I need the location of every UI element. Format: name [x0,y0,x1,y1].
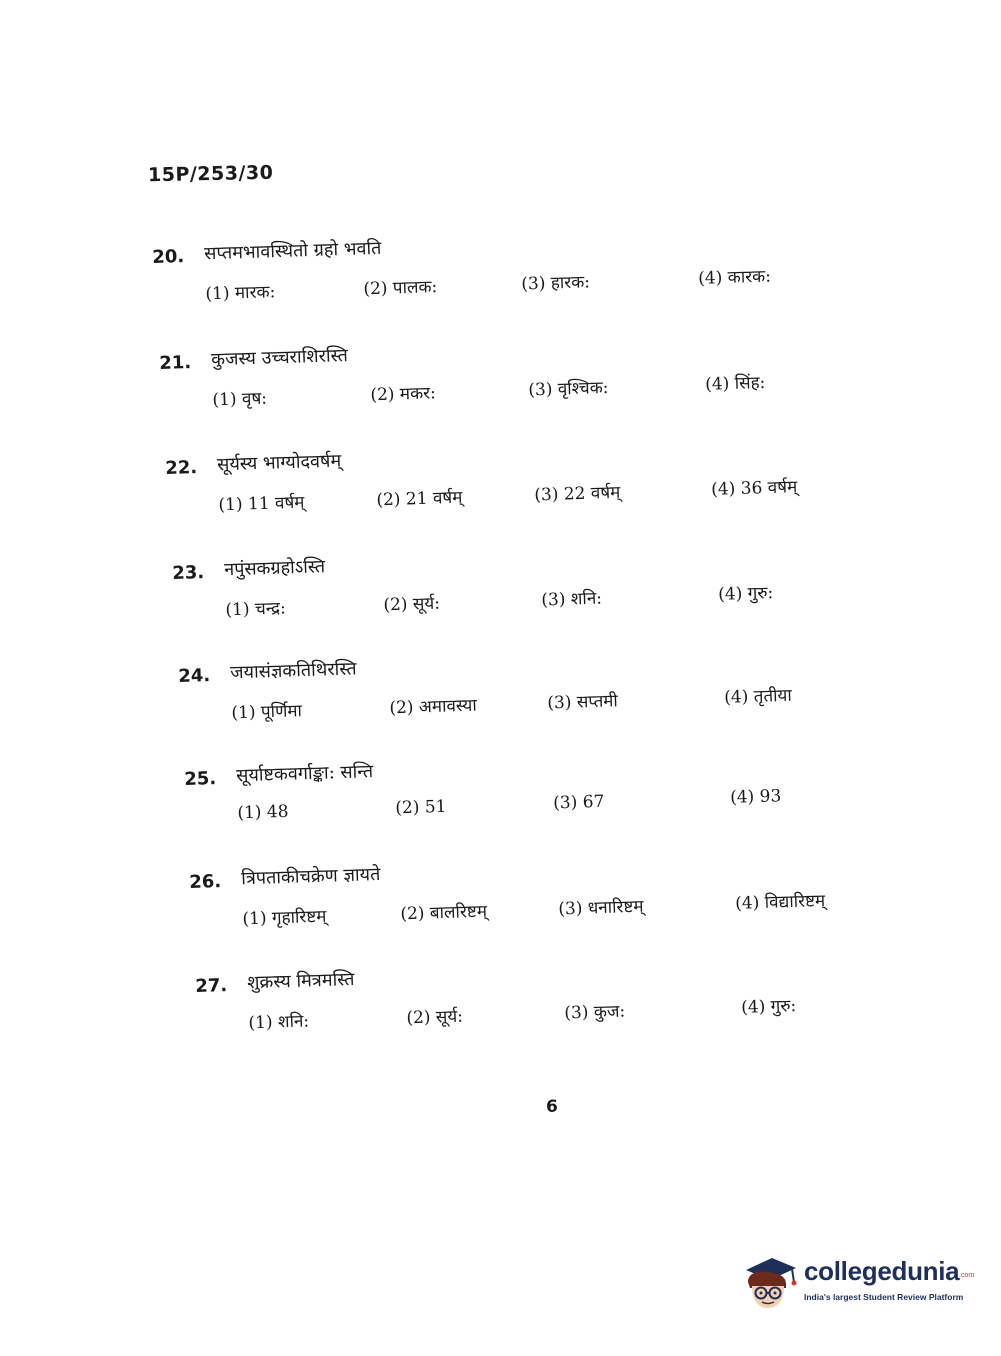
paper-code: 15P/253/30 [147,161,274,187]
option-3: (3) धनारिष्टम् [558,896,644,920]
option-2: (2) 51 [395,796,447,819]
question-number: 20. [152,245,185,268]
question-21 [159,331,861,433]
question-number: 24. [178,664,211,687]
option-4: (4) कारक: [697,266,772,289]
question-text: कुजस्य उच्चराशिरस्ति [210,345,349,371]
option-3: (3) सप्तमी [547,691,619,714]
option-1: (1) 48 [237,801,289,824]
option-1: (1) चन्द्र: [225,598,287,621]
option-2: (2) सूर्य: [406,1006,464,1029]
question-text: त्रिपताकीचक्रेण ज्ञायते [240,863,381,890]
page-number: 6 [546,1097,558,1117]
option-3: (3) हारक: [521,272,591,295]
option-2: (2) अमावस्या [389,695,478,719]
question-text: सप्तमभावस्थितो ग्रहो भवति [203,237,382,265]
brand-name: collegedunia [804,1256,960,1286]
option-2: (2) सूर्य: [383,593,441,616]
option-2: (2) 21 वर्षम् [376,487,463,511]
question-text: जयासंज्ञकतिथिरस्ति [229,658,357,684]
option-1: (1) पूर्णिमा [231,701,303,724]
option-1: (1) 11 वर्षम् [218,492,305,516]
option-4: (4) गुरु: [740,996,797,1018]
question-number: 27. [195,974,228,997]
option-1: (1) वृष: [212,388,268,411]
question-26 [189,850,891,952]
brand-tagline: India's largest Student Review Platform [804,1292,964,1302]
brand-suffix: .com [959,1272,975,1279]
question-23 [172,541,874,643]
question-text: सूर्याष्टकवर्गाङ्का: सन्ति [235,761,374,787]
question-25 [184,747,886,849]
option-2: (2) पालक: [363,277,438,300]
option-4: (4) 36 वर्षम् [710,477,798,500]
question-number: 22. [165,456,198,479]
option-1: (1) मारक: [205,282,276,305]
option-4: (4) गुरु: [717,583,774,605]
option-3: (3) कुज: [564,1001,626,1024]
option-3: (3) 22 वर्षम् [534,482,621,506]
student-mascot-icon [742,1252,798,1312]
question-text: शुक्रस्य मित्रमस्ति [246,968,355,994]
question-24 [178,644,880,746]
question-number: 23. [172,561,205,584]
option-1: (1) गृहारिष्टम् [242,906,327,930]
option-1: (1) शनि: [248,1011,310,1034]
option-4: (4) विद्यारिष्टम् [734,891,826,914]
option-2: (2) मकर: [370,383,437,406]
option-2: (2) बालरिष्टम् [400,901,488,925]
question-number: 21. [159,351,192,374]
question-number: 25. [184,767,217,790]
option-4: (4) सिंह: [704,372,766,395]
option-4: (4) 93 [729,786,782,808]
option-3: (3) 67 [552,791,605,814]
option-4: (4) तृतीया [723,685,793,708]
option-3: (3) शनि: [541,588,603,611]
question-22 [165,436,867,538]
question-20 [152,225,854,327]
collegedunia-watermark [742,1250,975,1318]
question-text: नपुंसकग्रहोऽस्ति [223,556,326,581]
question-text: सूर्यस्य भाग्योदवर्षम् [216,450,342,476]
question-27 [195,954,897,1056]
question-number: 26. [189,870,222,893]
option-3: (3) वृश्चिक: [528,377,609,401]
